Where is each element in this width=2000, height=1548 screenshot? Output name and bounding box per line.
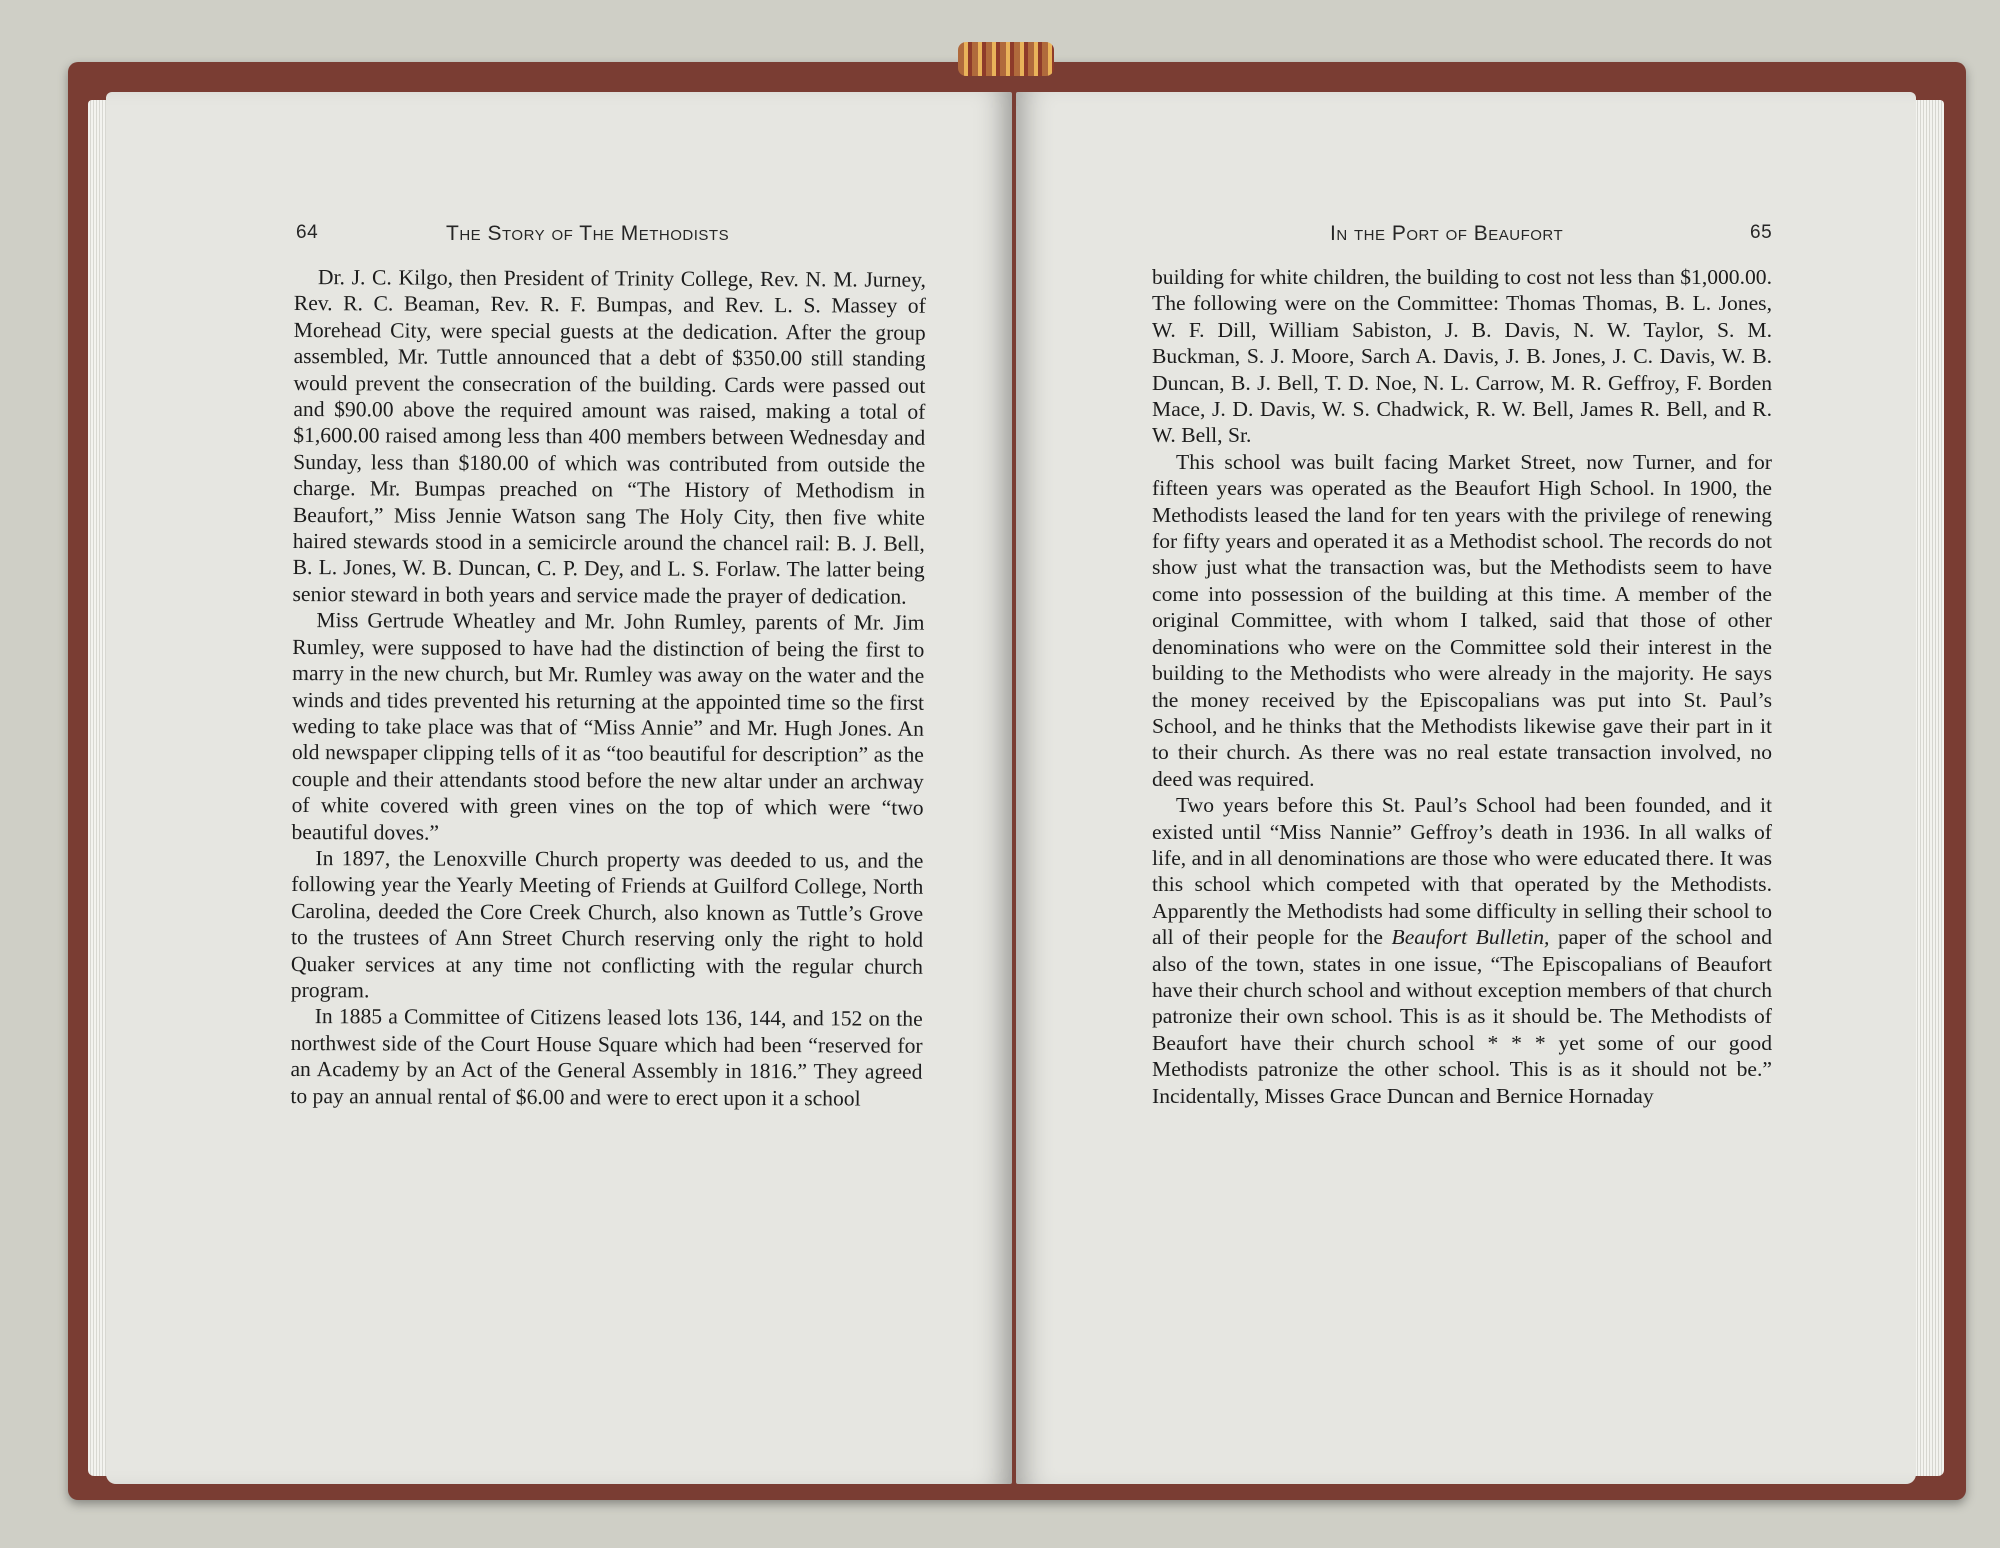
right-page: [1016, 92, 1916, 1484]
right-paragraph-3-part-2: paper of the school and also of the town, states in one issue, “The Episcopalians of Beaufort have their church school and without exception members of that church patronize their own school. This is as it should be. The Methodists of Beaufort have their church school * * * yet some of our good Methodists patronize the other school. This is as it should not be.” Incidentally, Misses Grace Duncan and Bernice Hornaday: [1152, 925, 1773, 1108]
left-paragraph-2: Miss Gertrude Wheatley and Mr. John Rumley, parents of Mr. Jim Rumley, were supposed to have had the distinction of being the first to marry in the new church, but Mr. Rumley was away on the water and the winds and tides prevented his returning at the appointed time so the first weding to take place was that of “Miss Annie” and Mr. Hugh Jones. An old newspaper clipping tells of it as “too beautiful for description” as the couple and their attendants stood before the new altar under an archway of white covered with green vines on the top of which were “two beautiful doves.”: [291, 608, 925, 845]
book-headband: [958, 42, 1054, 76]
left-paragraph-3: In 1897, the Lenoxville Church property was deeded to us, and the following year the Yearly Meeting of Friends at Guilford College, North Carolina, deeded the Core Creek Church, also known as Tuttle’s Grove to the trustees of Ann Street Church reserving only the right to hold Quaker services at any time not conflicting with the regular church program.: [290, 846, 924, 1003]
right-paragraph-1: building for white children, the building to cost not less than $1,000.00. The following were on the Committee: Thomas Thomas, B. L. Jones, W. F. Dill, William Sabiston, J. B. Davis, N. W. Taylor, S. M. Buckman, S. J. Moore, Sarch A. Davis, J. B. Jones, J. C. Davis, W. B. Duncan, B. J. Bell, T. D. Noe, N. L. Carrow, M. R. Geffroy, F. Borden Mace, J. D. Davis, W. S. Chadwick, R. W. Bell, James R. Bell, and R. W. Bell, Sr.: [1152, 265, 1772, 448]
right-paragraph-3: [1152, 792, 1772, 1109]
left-paragraph-4: In 1885 a Committee of Citizens leased lots 136, 144, and 152 on the northwest side of the Court House Square which had been “reserved for an Academy by an Act of the General Assembly in 1816.” They agreed to pay an annual rental of $6.00 and were to erect upon it a school: [290, 1004, 923, 1111]
page-edges-right: [1912, 100, 1944, 1476]
right-page-number: 65: [1750, 222, 1773, 243]
right-running-title: In the Port of Beaufort: [1330, 222, 1564, 245]
right-paragraph-2: This school was built facing Market Street, now Turner, and for fifteen years was operated as the Beaufort High School. In 1900, the Methodists leased the land for ten years with the privilege of renewing for fifty years and operated it as a Methodist school. The records do not show just what the transaction was, but the Methodists seem to have come into possession of the building at this time. A member of the original Committee, with whom I talked, said that those of other denominations who were on the Committee sold their interest in the building to the Methodists who were already in the majority. He says the money received by the Episcopalians was put into St. Paul’s School, and he thinks that the Methodists likewise gave their part in it to their church. As there was no real estate transaction involved, no deed was required.: [1152, 449, 1772, 791]
right-paragraph-3-part-1: Two years before this St. Paul’s School had been founded, and it existed until “Miss Nannie” Geffroy’s death in 1936. In all walks of life, and in all denominations are those who were educated there. It was this school which competed with that operated by the Methodists. Apparently the Methodists had some difficulty in selling their school to all of their people for the: [1152, 793, 1772, 950]
left-page-number: 64: [296, 222, 319, 243]
left-running-title: The Story of The Methodists: [446, 222, 730, 245]
left-page: [106, 92, 1012, 1484]
newspaper-title: Beaufort Bulletin,: [1391, 925, 1550, 950]
left-page-body: [290, 264, 926, 1112]
right-page-body: [1152, 264, 1772, 1109]
left-paragraph-1: Dr. J. C. Kilgo, then President of Trinity College, Rev. N. M. Jurney, Rev. R. C. Beaman, Rev. R. F. Bumpas, and Rev. L. S. Massey of Morehead City, were special guests at the dedication. After the group assembled, Mr. Tuttle announced that a debt of $350.00 still standing would prevent the consecration of the building. Cards were passed out and $90.00 above the required amount was raised, making a total of $1,600.00 raised among less than 400 members between Wednesday and Sunday, less than $180.00 of which was contributed from outside the charge. Mr. Bumpas preached on “The History of Methodism in Beaufort,” Miss Jennie Watson sang The Holy City, then five white haired stewards stood in a semicircle around the chancel rail: B. J. Bell, B. L. Jones, W. B. Duncan, C. P. Dey, and L. S. Forlaw. The latter being senior steward in both years and service made the prayer of dedication.: [292, 265, 926, 609]
